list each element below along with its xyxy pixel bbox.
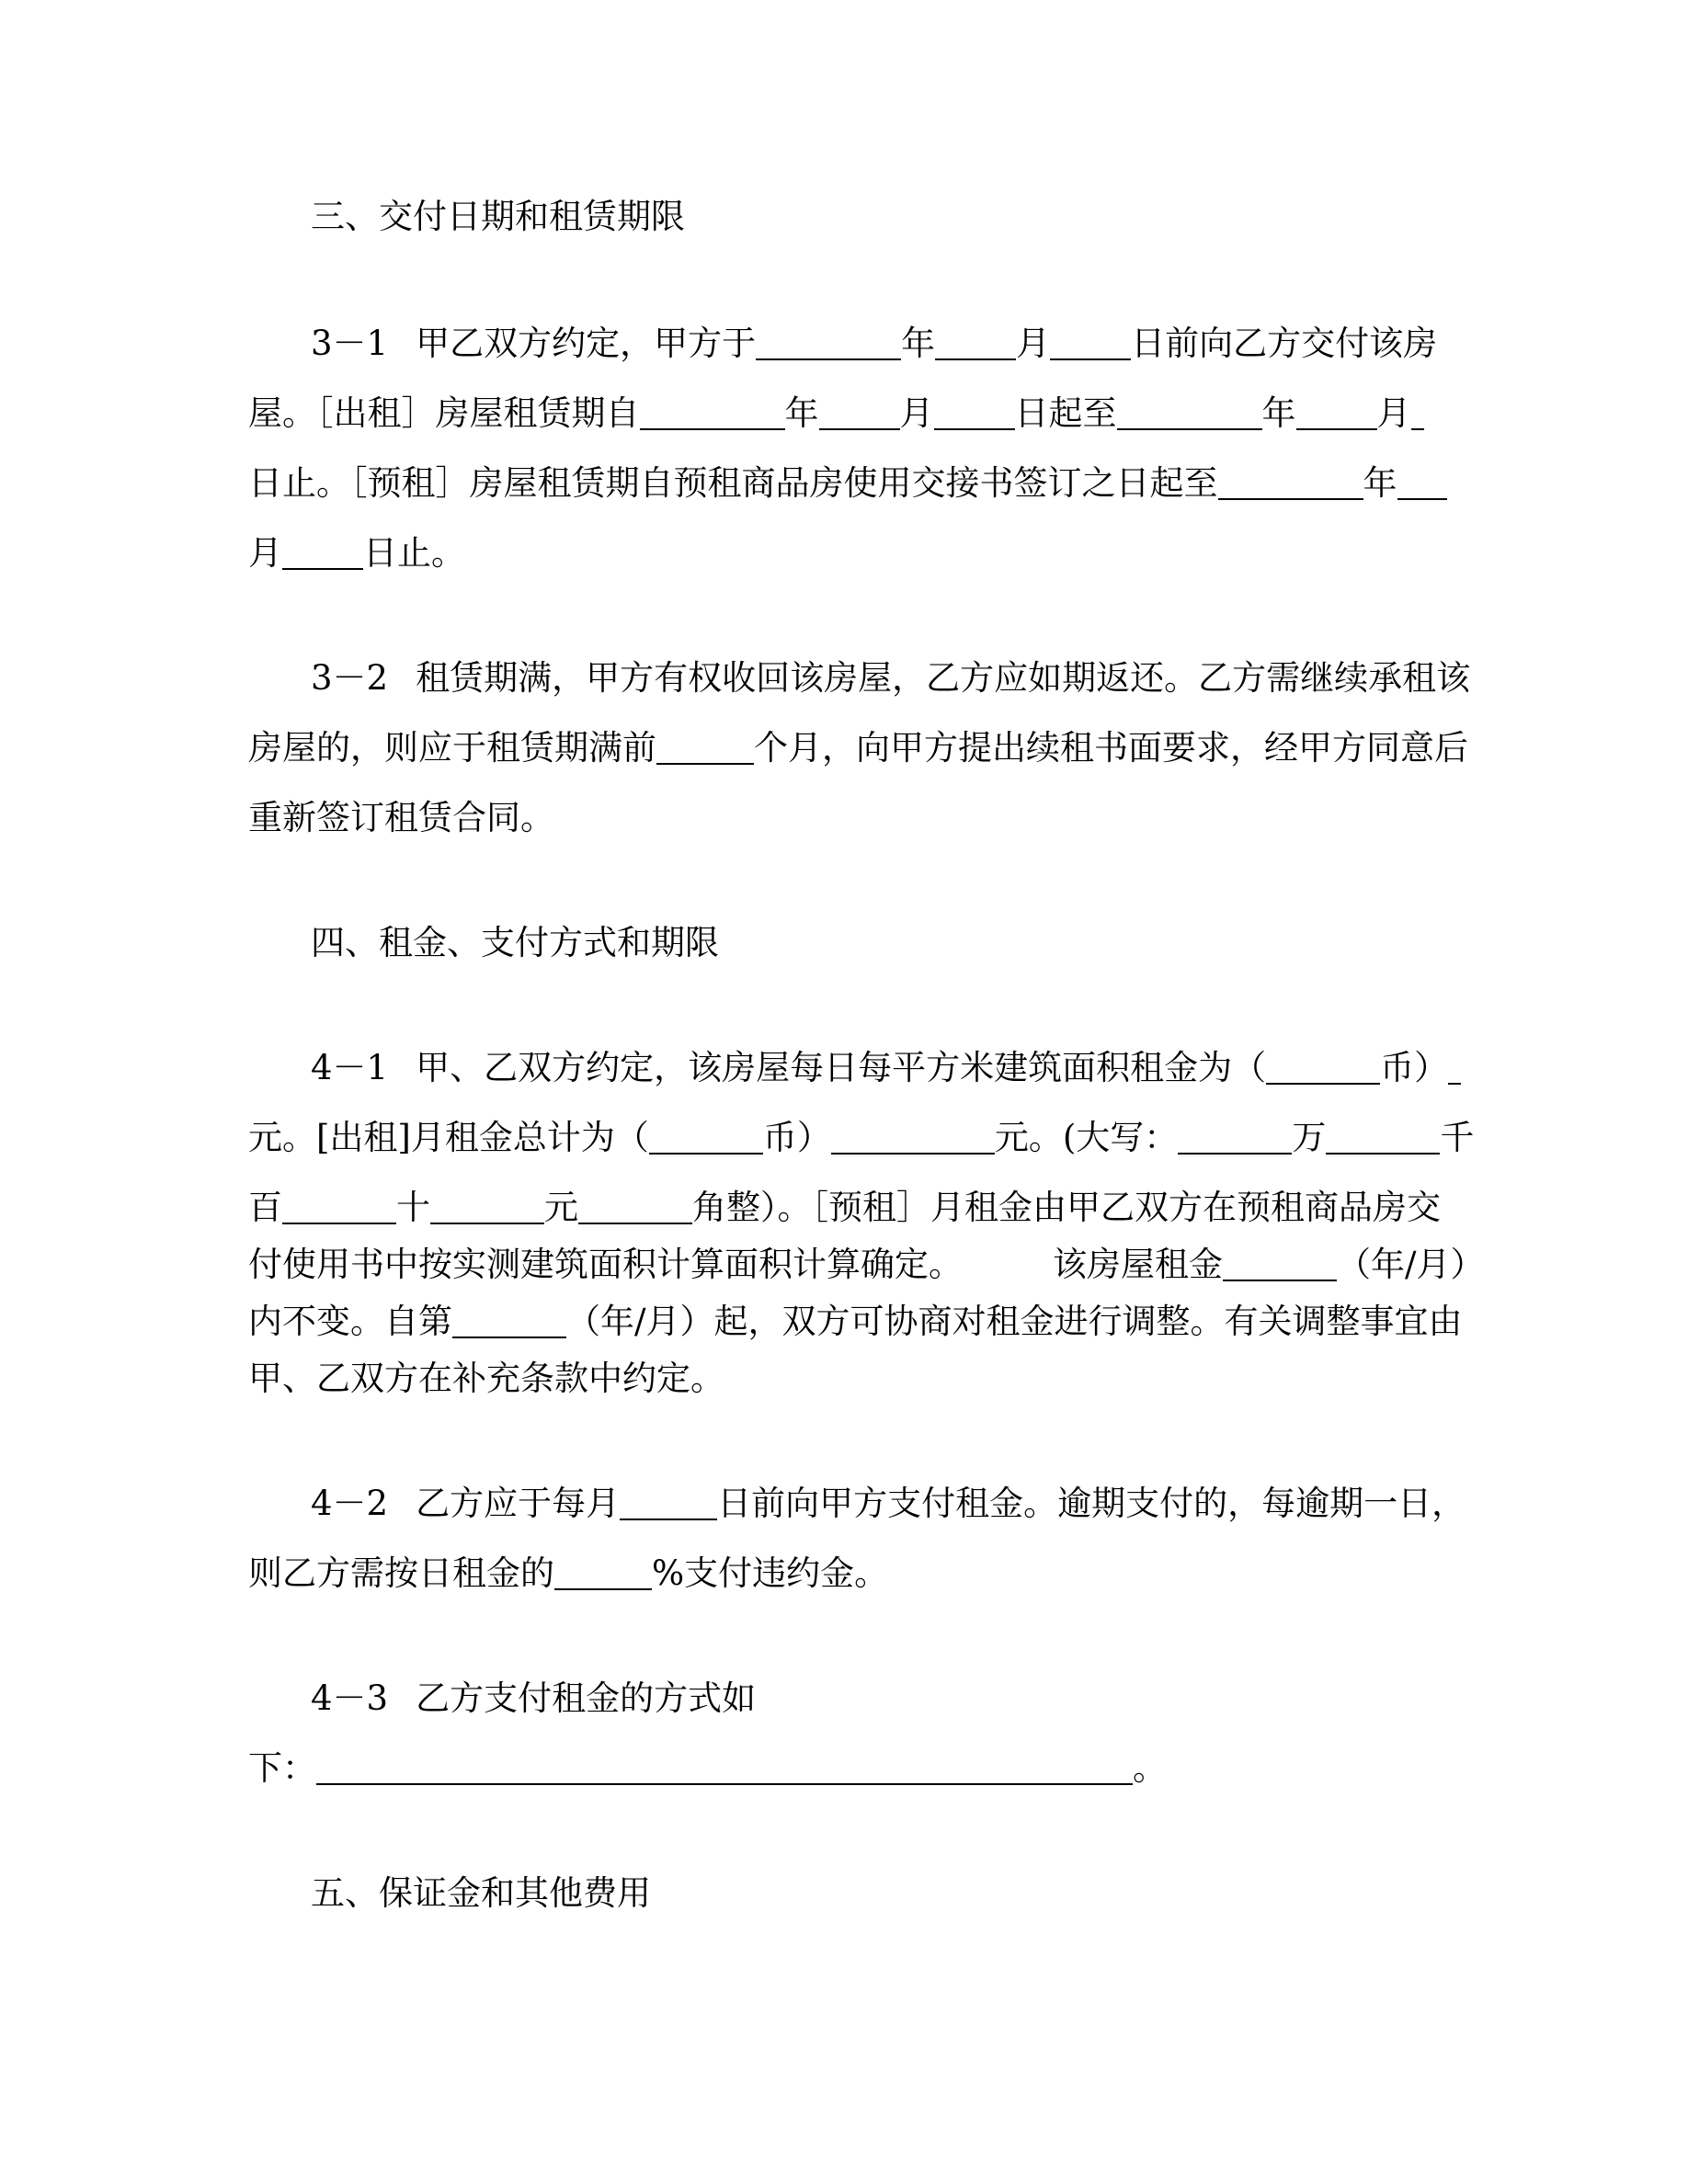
clause-text: 则乙方需按日租金的 — [248, 1553, 554, 1593]
clause-text: 个月，向甲方提出续租书面要求，经甲方同意后 — [754, 728, 1468, 768]
clause-text: 内不变。自第 — [248, 1302, 452, 1341]
blank-currency[interactable] — [1266, 1046, 1380, 1085]
clause-text: 乙方应于每月 — [416, 1484, 621, 1523]
clause-text: 年 — [1261, 393, 1296, 433]
blank-day[interactable] — [282, 531, 363, 570]
clause-3-1-line-4 — [248, 526, 1443, 581]
clause-4-1-line-6 — [248, 1351, 1443, 1406]
clause-text: 千 — [1440, 1118, 1475, 1157]
clause-text: 该房屋租金 — [1053, 1245, 1223, 1284]
clause-3-1-line-2 — [248, 386, 1443, 441]
blank-amount[interactable] — [1448, 1046, 1461, 1085]
clause-3-1-line-1 — [311, 316, 1506, 371]
blank-percent[interactable] — [554, 1552, 652, 1590]
clause-number: 4－1 — [311, 1048, 389, 1087]
clause-4-1-line-3 — [248, 1180, 1443, 1235]
blank-year[interactable] — [1117, 392, 1262, 430]
clause-number: 4－2 — [311, 1484, 389, 1523]
section-3-heading-text: 三、交付日期和租赁期限 — [311, 197, 685, 236]
clause-text: 。 — [1133, 1748, 1167, 1788]
clause-text: 币） — [762, 1118, 831, 1157]
blank-day[interactable] — [1050, 322, 1131, 360]
clause-text: 甲、乙双方在补充条款中约定。 — [248, 1359, 724, 1398]
section-5-heading-text: 五、保证金和其他费用 — [311, 1873, 651, 1913]
blank-yuan[interactable] — [578, 1186, 692, 1224]
blank-month[interactable] — [1397, 461, 1447, 500]
clause-text: 日前向乙方交付该房 — [1131, 324, 1438, 363]
blank-year[interactable] — [640, 392, 785, 430]
section-3-heading — [311, 189, 1506, 245]
clause-text: 重新签订租赁合同。 — [248, 798, 554, 837]
clause-4-1-line-4 — [248, 1237, 1485, 1292]
blank-months[interactable] — [656, 726, 754, 765]
clause-number: 3－2 — [311, 658, 389, 698]
clause-4-1-line-2 — [248, 1110, 1475, 1166]
blank-amount[interactable] — [831, 1116, 995, 1155]
clause-text: 月 — [1376, 393, 1411, 433]
clause-text: （年/月） — [1337, 1245, 1485, 1284]
clause-4-3-line-1 — [311, 1671, 1506, 1726]
clause-text: 年 — [901, 324, 936, 363]
clause-text: 百 — [248, 1188, 282, 1227]
clause-number: 4－3 — [311, 1678, 389, 1718]
blank-bai[interactable] — [282, 1186, 396, 1224]
blank-period[interactable] — [1223, 1243, 1337, 1281]
clause-text: 元 — [544, 1188, 578, 1227]
blank-day[interactable] — [934, 392, 1015, 430]
clause-text: 日起至 — [1014, 393, 1117, 433]
clause-3-1-line-3 — [248, 456, 1443, 511]
blank-month[interactable] — [935, 322, 1016, 360]
clause-text: 币） — [1380, 1048, 1449, 1087]
clause-text: 下： — [248, 1748, 316, 1788]
blank-month[interactable] — [819, 392, 900, 430]
clause-3-2-line-2 — [248, 721, 1468, 776]
clause-text: 元。[出租]月租金总计为（ — [248, 1118, 649, 1157]
clause-4-2-line-2 — [248, 1546, 1443, 1601]
clause-text: 月 — [899, 393, 934, 433]
blank-wan[interactable] — [1178, 1116, 1292, 1155]
clause-text: 乙方支付租金的方式如 — [416, 1678, 757, 1718]
blank-shi[interactable] — [430, 1186, 544, 1224]
clause-text: 日止。［预租］房屋租赁期自预租商品房使用交接书签订之日起至 — [248, 463, 1218, 503]
clause-text: 甲乙双方约定，甲方于 — [416, 324, 757, 363]
clause-text: 万 — [1292, 1118, 1327, 1157]
clause-4-3-line-2 — [248, 1741, 1443, 1796]
blank-currency[interactable] — [649, 1116, 763, 1155]
clause-text: 租赁期满，甲方有权收回该房屋，乙方应如期返还。乙方需继续承租该 — [416, 658, 1471, 698]
section-4-heading — [311, 916, 1506, 971]
section-5-heading — [311, 1866, 1506, 1921]
clause-number: 3－1 — [311, 324, 389, 363]
clause-text: 十 — [396, 1188, 430, 1227]
blank-period[interactable] — [452, 1300, 566, 1338]
clause-text: 月 — [248, 533, 282, 573]
clause-text: 日止。 — [363, 533, 465, 573]
blank-qian[interactable] — [1326, 1116, 1440, 1155]
blank-day[interactable] — [1411, 392, 1424, 430]
clause-text: 年 — [784, 393, 819, 433]
blank-day[interactable] — [620, 1482, 717, 1520]
clause-text: 元。(大写： — [994, 1118, 1179, 1157]
clause-text: %支付违约金。 — [652, 1553, 889, 1593]
clause-text: 屋。［出租］房屋租赁期自 — [248, 393, 640, 433]
clause-4-2-line-1 — [311, 1476, 1506, 1531]
clause-text: 日前向甲方支付租金。逾期支付的，每逾期一日， — [717, 1484, 1466, 1523]
clause-text: 付使用书中按实测建筑面积计算面积计算确定。 — [248, 1245, 963, 1284]
blank-year[interactable] — [756, 322, 901, 360]
blank-month[interactable] — [1296, 392, 1377, 430]
clause-text: 月 — [1016, 324, 1051, 363]
clause-text: 年 — [1363, 463, 1397, 503]
clause-text: （年/月）起，双方可协商对租金进行调整。有关调整事宜由 — [566, 1302, 1463, 1341]
section-4-heading-text: 四、租金、支付方式和期限 — [311, 923, 719, 962]
clause-4-1-line-1 — [311, 1041, 1506, 1096]
clause-text: 甲、乙双方约定，该房屋每日每平方米建筑面积租金为（ — [416, 1048, 1267, 1087]
clause-3-2-line-3 — [248, 791, 1443, 846]
clause-3-2-line-1 — [311, 651, 1506, 706]
clause-4-1-line-5 — [248, 1294, 1463, 1349]
clause-text: 角整）。［预租］月租金由甲乙双方在预租商品房交 — [692, 1188, 1441, 1227]
blank-payment-method[interactable] — [316, 1746, 1133, 1785]
blank-year[interactable] — [1218, 461, 1363, 500]
clause-text: 房屋的，则应于租赁期满前 — [248, 728, 656, 768]
